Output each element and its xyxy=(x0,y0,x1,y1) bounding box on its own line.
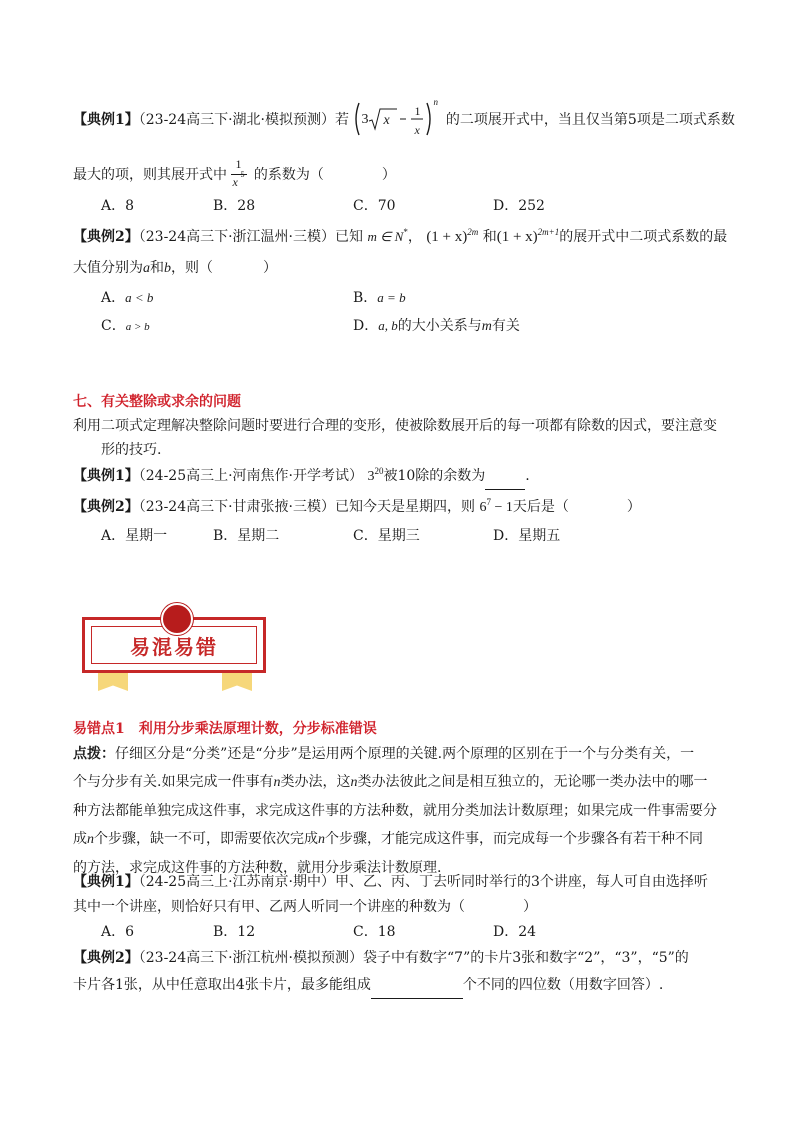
exp-n: n xyxy=(433,97,438,107)
section-badge xyxy=(78,603,272,693)
text: 已知今天是星期四，则 xyxy=(335,499,476,515)
frac-one: 1 xyxy=(414,104,421,118)
ex4-option-d[interactable]: D．星期五 xyxy=(493,528,561,544)
ex4-option-b[interactable]: B．星期二 xyxy=(213,528,280,544)
example-tag: 【典例2】 xyxy=(73,950,139,966)
text: 有关 xyxy=(491,318,520,334)
text: ， xyxy=(407,229,422,245)
math-m-in-N: m ∈ N xyxy=(367,229,404,244)
frac-x: x xyxy=(414,123,420,137)
para-line-2: 个与分步有关.如果完成一件事有n类办法，这n类办法彼此之间是相互独立的，无论哪一类办法中的哪一 xyxy=(73,774,708,790)
text: 的大小关系与 xyxy=(397,318,482,334)
ex5-option-d[interactable]: D．24 xyxy=(493,924,537,940)
example-source: （23-24高三下·湖北·模拟预测） xyxy=(138,112,336,128)
var-a: a xyxy=(143,261,150,276)
text: . xyxy=(525,468,530,484)
ex2-option-d[interactable]: D．a, b的大小关系与m有关 xyxy=(353,318,520,334)
frac-den-x: x xyxy=(232,175,238,189)
binomial-expression xyxy=(353,97,441,137)
var-m: m xyxy=(481,319,492,334)
example-source: （23-24高三下·浙江杭州·模拟预测） xyxy=(138,950,364,966)
ex2-option-a[interactable]: A．a < b xyxy=(101,290,154,306)
sup-2m1: 2m+1 xyxy=(537,227,560,237)
opt-b-math: a = b xyxy=(377,290,406,305)
ex4-option-a[interactable]: A．星期一 xyxy=(101,528,168,544)
base-6: 6 xyxy=(479,500,487,515)
opt-c-math: a > b xyxy=(125,321,150,333)
frac-den-exp: 5 xyxy=(240,170,245,179)
opt-a-math: a < b xyxy=(125,290,154,305)
tip-label: 点拨： xyxy=(73,746,115,762)
ex1-option-a[interactable]: A．8 xyxy=(101,198,135,214)
example-source: （23-24高三下·浙江温州·三模） xyxy=(138,229,336,245)
math-1-plus-x-b: (1 + x) xyxy=(496,229,538,245)
example-tag: 【典例1】 xyxy=(73,112,139,128)
section-7-heading: 七、有关整除或求余的问题 xyxy=(73,394,241,410)
text: 被10除的余数为 xyxy=(383,468,486,484)
error-point-1-explanation xyxy=(73,740,729,882)
opt-d-math: a, b xyxy=(378,318,398,333)
text: 的展开式中二项式系数的最 xyxy=(559,229,728,245)
text: 甲、乙、丙、丁去听同时举行的3个讲座，每人可自由选择听 xyxy=(335,874,708,890)
math-1-plus-x: (1 + x) xyxy=(426,229,468,245)
text: 的二项展开式中，当且仅当第5项是二项式系数 xyxy=(445,112,735,128)
frac-num: 1 xyxy=(235,157,242,171)
example-2-line-1 xyxy=(73,227,727,247)
example-tag: 【典例1】 xyxy=(73,468,139,484)
text: 其中一个讲座，则恰好只有甲、乙两人听同一个讲座的种数为（ xyxy=(73,899,465,915)
text: ） xyxy=(523,899,537,915)
example-tag: 【典例1】 xyxy=(73,874,139,890)
ex2-option-c[interactable]: C．a > b xyxy=(101,318,150,334)
text: 个不同的四位数（用数字回答）. xyxy=(462,977,664,993)
text: 大值分别为 xyxy=(73,260,143,276)
para-line-4: 成n个步骤，缺一不可，即需要依次完成n个步骤，才能完成这件事，而完成每一个步骤各有若干种不同 xyxy=(73,831,703,847)
example-1-line-1 xyxy=(73,97,735,137)
base-3: 3 xyxy=(367,469,375,484)
example-2-line-2 xyxy=(73,258,277,279)
text: 卡片各1张，从中任意取出4张卡片，最多能组成 xyxy=(73,977,371,993)
minus-one: − 1 xyxy=(490,500,513,515)
text: ） xyxy=(381,167,396,183)
section-7-intro-2: 形的技巧. xyxy=(101,442,162,458)
text: 的系数为（ xyxy=(253,167,324,183)
example-tag: 【典例2】 xyxy=(73,229,139,245)
example-5-line-1 xyxy=(73,872,708,892)
example-tag: 【典例2】 xyxy=(73,499,139,515)
ex5-option-a[interactable]: A．6 xyxy=(101,924,135,940)
sup-2m: 2m xyxy=(467,227,479,237)
text: 天后是（ xyxy=(512,499,569,515)
text: 袋子中有数字“7”的卡片3张和数字“2”，“3”，“5”的 xyxy=(363,950,689,966)
sup-20: 20 xyxy=(374,466,384,476)
para-line-1: 点拨：仔细区分是“分类”还是“分步”是运用两个原理的关键.两个原理的区别在于一个与分类有关，一 xyxy=(73,746,695,762)
badge-seal-dot xyxy=(161,603,193,635)
sup-star: * xyxy=(403,227,408,237)
text: 和 xyxy=(150,260,164,276)
var-x: x xyxy=(383,113,390,128)
var-b: b xyxy=(164,261,171,276)
example-4-line xyxy=(73,497,641,518)
text: ） xyxy=(626,499,641,515)
fraction-one-over-x5 xyxy=(231,158,249,192)
ex4-option-c[interactable]: C．星期三 xyxy=(353,528,420,544)
ex2-option-b[interactable]: B．a = b xyxy=(353,290,406,306)
section-7-intro-1: 利用二项式定理解决整除问题时要进行合理的变形，使被除数展开后的每一项都有除数的因式，要注意变 xyxy=(73,418,717,434)
example-source: （24-25高三上·河南焦作·开学考试） xyxy=(138,468,364,484)
answer-blank[interactable] xyxy=(371,978,463,999)
ex1-option-b[interactable]: B．28 xyxy=(213,198,256,214)
text: ） xyxy=(263,260,277,276)
ex1-option-d[interactable]: D．252 xyxy=(493,198,545,214)
ex5-option-b[interactable]: B．12 xyxy=(213,924,256,940)
example-1-line-2 xyxy=(73,158,396,188)
example-source: （23-24高三下·甘肃张掖·三模） xyxy=(138,499,336,515)
para-line-5: 的方法，求完成这件事的方法种数，就用分步乘法计数原理. xyxy=(73,860,442,876)
error-point-1-heading: 易错点1 利用分步乘法原理计数，分步标准错误 xyxy=(73,721,377,737)
para-line-3: 种方法都能单独完成这件事，求完成这件事的方法种数，就用分类加法计数原理；如果完成一件事需要分 xyxy=(73,803,717,819)
coef-three: 3 xyxy=(361,112,369,127)
sup-7: 7 xyxy=(486,497,491,507)
answer-blank[interactable] xyxy=(485,469,525,490)
ex5-option-c[interactable]: C．18 xyxy=(353,924,396,940)
text: 最大的项，则其展开式中 xyxy=(73,167,227,183)
text: 和 xyxy=(482,229,497,245)
example-6-line-1 xyxy=(73,948,689,968)
ex1-option-c[interactable]: C．70 xyxy=(353,198,396,214)
example-5-line-2 xyxy=(73,897,537,917)
text: ，则（ xyxy=(171,260,213,276)
example-source: （24-25高三上·江苏南京·期中） xyxy=(138,874,336,890)
text: 已知 xyxy=(335,229,364,245)
example-3-line xyxy=(73,466,530,490)
badge-title: 易混易错 xyxy=(130,634,218,659)
text: 若 xyxy=(335,112,350,128)
example-6-line-2 xyxy=(73,975,663,999)
